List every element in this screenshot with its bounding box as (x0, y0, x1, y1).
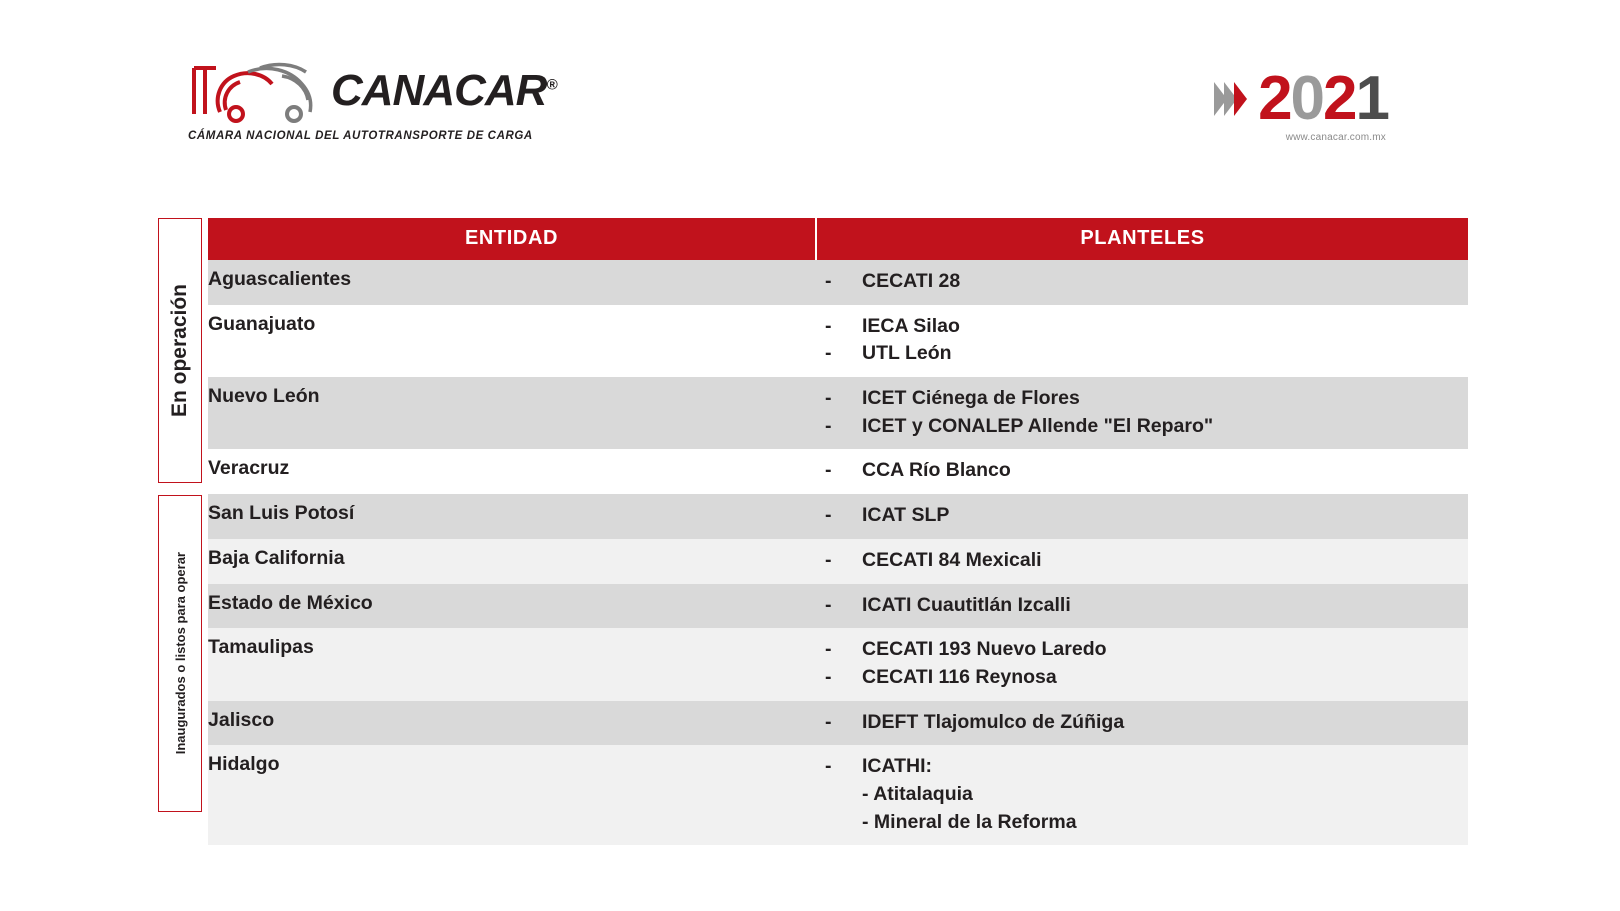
bullet-dash-icon: - (825, 459, 832, 482)
entity-cell: Jalisco (208, 701, 816, 746)
truck-logo-icon (186, 54, 336, 126)
logo-wordmark-text: CANACAR (331, 66, 547, 115)
entity-cell: Veracruz (208, 449, 816, 494)
table-row (208, 377, 1468, 449)
plantel-name: CECATI 84 Mexicali (862, 548, 1042, 571)
plantel-line (816, 457, 1468, 485)
year-text (1258, 64, 1388, 144)
plantel-line (816, 753, 1468, 781)
planteles-cell (816, 377, 1468, 449)
planteles-cell (816, 449, 1468, 494)
planteles-cell (816, 701, 1468, 746)
bullet-dash-icon: - (825, 270, 832, 292)
plantel-line (816, 636, 1468, 664)
plantel-line (816, 592, 1468, 620)
bullet-dash-icon: - (825, 314, 832, 337)
entity-cell: Guanajuato (208, 305, 816, 377)
plantel-name: ICATHI: (862, 755, 933, 778)
plantel-name: ICAT SLP (862, 504, 950, 527)
side-label-inaugurados (158, 495, 202, 812)
plantel-name: CCA Río Blanco (862, 459, 1011, 482)
plantel-line (816, 340, 1468, 368)
entity-cell: Hidalgo (208, 745, 816, 845)
bullet-dash-icon: - (825, 414, 832, 437)
plantel-name: CECATI 116 Reynosa (862, 665, 1057, 688)
year-badge (1214, 64, 1388, 150)
bullet-dash-icon: - (825, 755, 832, 778)
bullet-dash-icon: - (825, 665, 832, 688)
year-url: www.canacar.com.mx (1285, 132, 1386, 144)
plantel-name: IDEFT Tlajomulco de Zúñiga (862, 710, 1125, 733)
plantel-name: ICET Ciénega de Flores (862, 387, 1080, 410)
logo-wordmark (331, 66, 557, 116)
plantel-line (816, 268, 1468, 296)
table-header-row (208, 218, 1468, 260)
plantel-name: UTL León (862, 342, 952, 365)
plantel-line (816, 709, 1468, 737)
bullet-dash-icon: - (825, 387, 832, 410)
chevron-right-icon (1214, 82, 1244, 116)
table-row (208, 584, 1468, 629)
planteles-cell (816, 745, 1468, 845)
plantel-line (816, 313, 1468, 341)
table-body (208, 260, 1468, 845)
table-row (208, 701, 1468, 746)
entity-cell: Nuevo León (208, 377, 816, 449)
plantel-line (816, 385, 1468, 413)
plantel-name: CECATI 28 (862, 270, 961, 292)
bullet-dash-icon: - (825, 638, 832, 661)
table-row (208, 745, 1468, 845)
canacar-logo (186, 48, 586, 158)
planteles-cell (816, 305, 1468, 377)
entity-cell: Tamaulipas (208, 628, 816, 700)
table-row (208, 539, 1468, 584)
bullet-dash-icon: - (825, 548, 832, 571)
plantel-subitems (862, 781, 1468, 836)
planteles-cell (816, 628, 1468, 700)
bullet-dash-icon: - (825, 342, 832, 365)
plantel-subitem: - Atitalaquia (862, 782, 973, 805)
year-digit-2b: 2 (1323, 64, 1356, 133)
year-digit-0: 0 (1290, 64, 1324, 133)
planteles-cell (816, 494, 1468, 539)
plantel-name: ICATI Cuautitlán Izcalli (862, 593, 1071, 616)
entity-cell: Aguascalientes (208, 260, 816, 305)
planteles-cell (816, 584, 1468, 629)
bullet-dash-icon: - (825, 504, 832, 527)
entity-cell: Estado de México (208, 584, 816, 629)
plantel-line (816, 502, 1468, 530)
plantel-name: IECA Silao (862, 314, 960, 337)
year-digit-1: 1 (1355, 64, 1388, 133)
table-row (208, 449, 1468, 494)
table-row (208, 494, 1468, 539)
side-label-en-operacion-text: En operación (168, 283, 191, 418)
slide-header (0, 0, 1620, 190)
year-digit-2: 2 (1258, 64, 1291, 133)
side-label-inaugurados-text: Inaugurados o listos para operar (172, 552, 188, 755)
column-header-entidad: ENTIDAD (208, 218, 816, 260)
entity-cell: San Luis Potosí (208, 494, 816, 539)
logo-tagline: CÁMARA NACIONAL DEL AUTOTRANSPORTE DE CARGA (188, 130, 533, 142)
column-header-planteles: PLANTELES (816, 218, 1468, 260)
entity-cell: Baja California (208, 539, 816, 584)
planteles-cell (816, 260, 1468, 305)
plantel-line (816, 413, 1468, 441)
logo-trademark: ® (546, 76, 557, 94)
table-row (208, 628, 1468, 700)
planteles-cell (816, 539, 1468, 584)
bullet-dash-icon: - (825, 710, 832, 733)
plantel-line (816, 547, 1468, 575)
plantel-subitem: - Mineral de la Reforma (862, 810, 1077, 833)
plantel-line (816, 664, 1468, 692)
bullet-dash-icon: - (825, 593, 832, 616)
planteles-table (208, 218, 1468, 845)
plantel-name: CECATI 193 Nuevo Laredo (862, 638, 1107, 661)
table-row (208, 305, 1468, 377)
plantel-name: ICET y CONALEP Allende "El Reparo" (862, 414, 1214, 437)
side-label-en-operacion (158, 218, 202, 483)
table-row (208, 260, 1468, 305)
